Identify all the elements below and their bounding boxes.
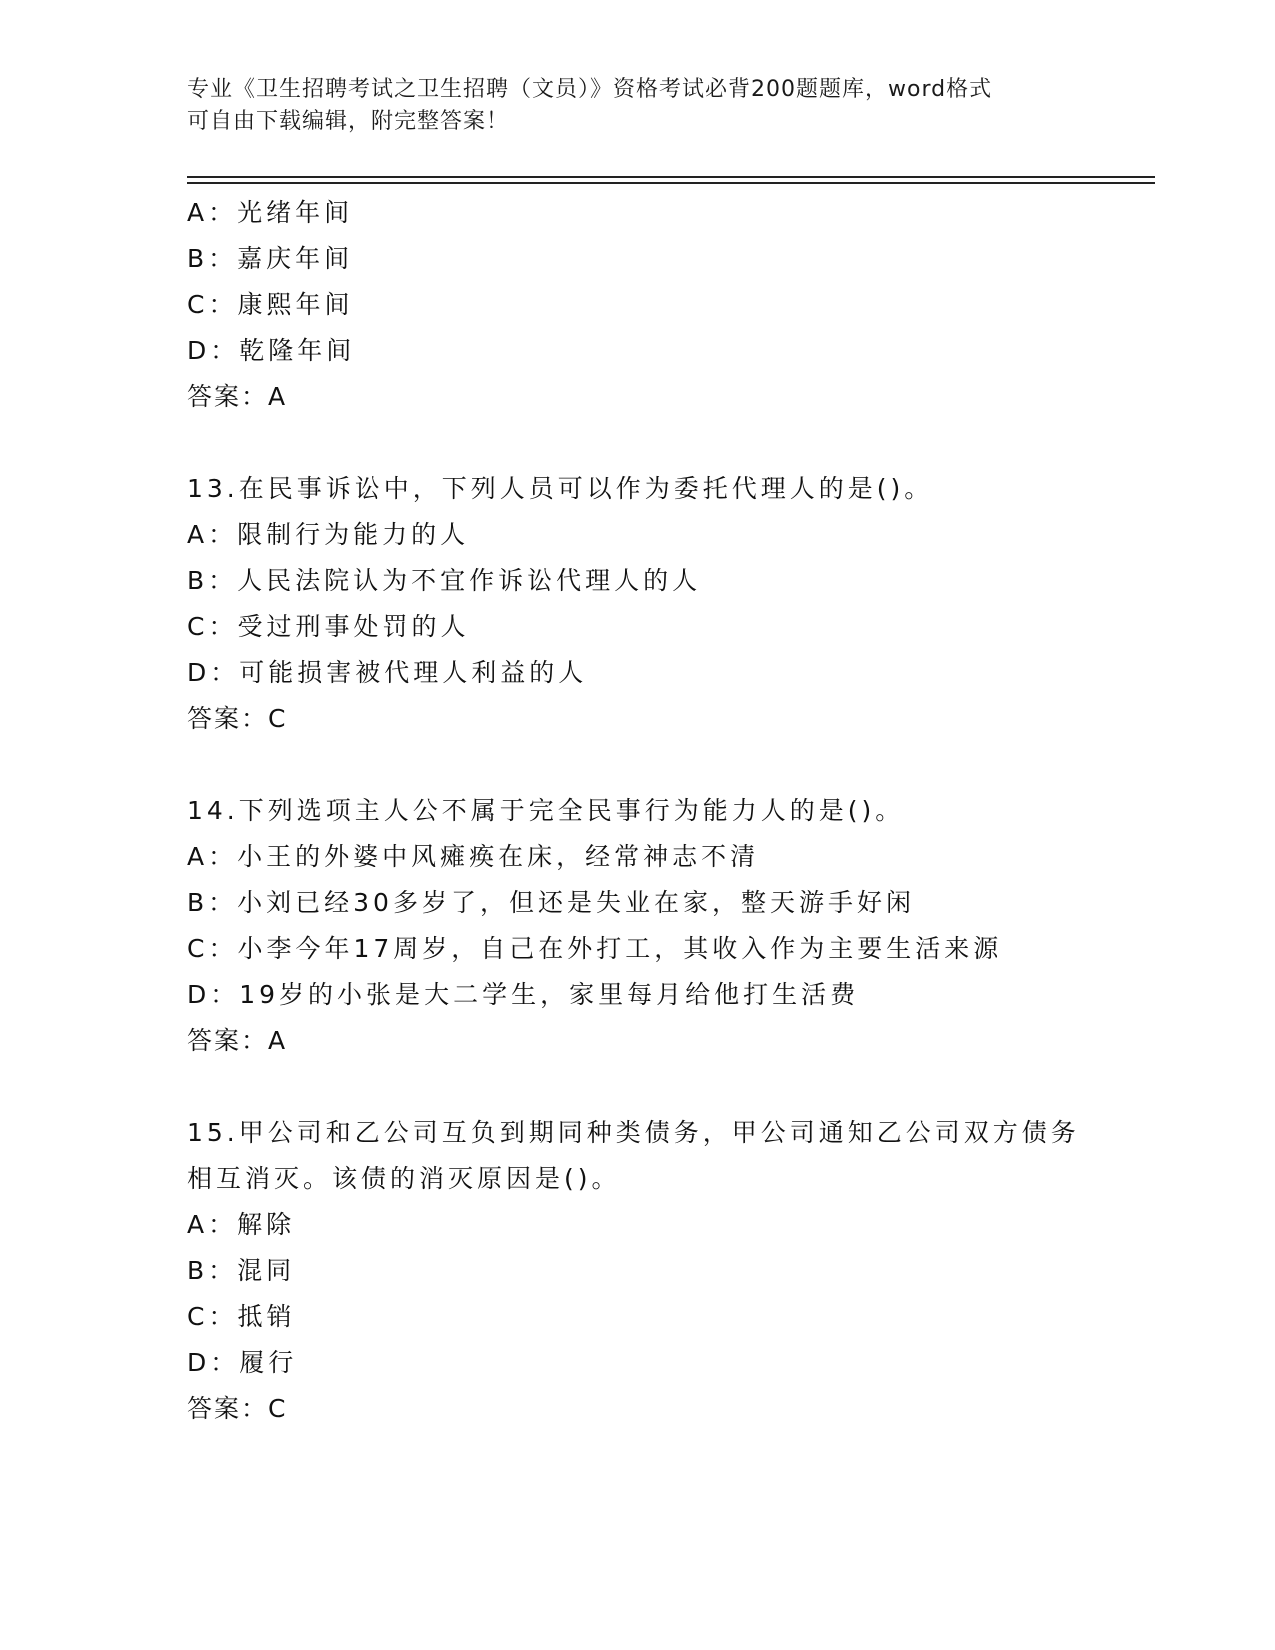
spacer xyxy=(187,420,1147,466)
option-a: A：光绪年间 xyxy=(187,198,354,227)
answer-line: 答案：C xyxy=(187,704,288,733)
option-b: B：嘉庆年间 xyxy=(187,244,354,273)
header-divider-bottom xyxy=(187,182,1155,184)
option-b: B：人民法院认为不宜作诉讼代理人的人 xyxy=(187,566,702,595)
question-block-13 xyxy=(187,466,1147,742)
option-c: C：抵销 xyxy=(187,1302,296,1331)
header-title-line-1: 专业《卫生招聘考试之卫生招聘（文员）》资格考试必背200题题库，word格式 xyxy=(187,77,993,102)
answer-line: 答案：A xyxy=(187,382,288,411)
document-header xyxy=(187,74,1087,138)
answer-line: 答案：A xyxy=(187,1026,288,1055)
question-stem-line-1: 15.甲公司和乙公司互负到期同种类债务，甲公司通知乙公司双方债务 xyxy=(187,1118,1080,1147)
question-block-14 xyxy=(187,788,1147,1064)
question-list xyxy=(187,190,1147,1432)
spacer xyxy=(187,742,1147,788)
question-stem-line-2: 相互消灭。该债的消灭原因是()。 xyxy=(187,1164,621,1193)
option-c: C：受过刑事处罚的人 xyxy=(187,612,470,641)
option-d: D：乾隆年间 xyxy=(187,336,356,365)
option-d: D：19岁的小张是大二学生，家里每月给他打生活费 xyxy=(187,980,860,1009)
option-a: A：限制行为能力的人 xyxy=(187,520,470,549)
option-a: A：小王的外婆中风瘫痪在床，经常神志不清 xyxy=(187,842,760,871)
question-stem: 13.在民事诉讼中，下列人员可以作为委托代理人的是()。 xyxy=(187,474,934,503)
question-stem: 14.下列选项主人公不属于完全民事行为能力人的是()。 xyxy=(187,796,905,825)
option-c: C：小李今年17周岁，自己在外打工，其收入作为主要生活来源 xyxy=(187,934,1003,963)
option-b: B：混同 xyxy=(187,1256,296,1285)
option-d: D：可能损害被代理人利益的人 xyxy=(187,658,588,687)
header-title-line-2: 可自由下载编辑，附完整答案！ xyxy=(187,109,510,134)
option-b: B：小刘已经30多岁了，但还是失业在家，整天游手好闲 xyxy=(187,888,915,917)
option-d: D：履行 xyxy=(187,1348,298,1377)
option-c: C：康熙年间 xyxy=(187,290,354,319)
question-block-12 xyxy=(187,190,1147,420)
answer-line: 答案：C xyxy=(187,1394,288,1423)
option-a: A：解除 xyxy=(187,1210,296,1239)
spacer xyxy=(187,1064,1147,1110)
question-block-15 xyxy=(187,1110,1147,1432)
header-divider-top xyxy=(187,176,1155,178)
